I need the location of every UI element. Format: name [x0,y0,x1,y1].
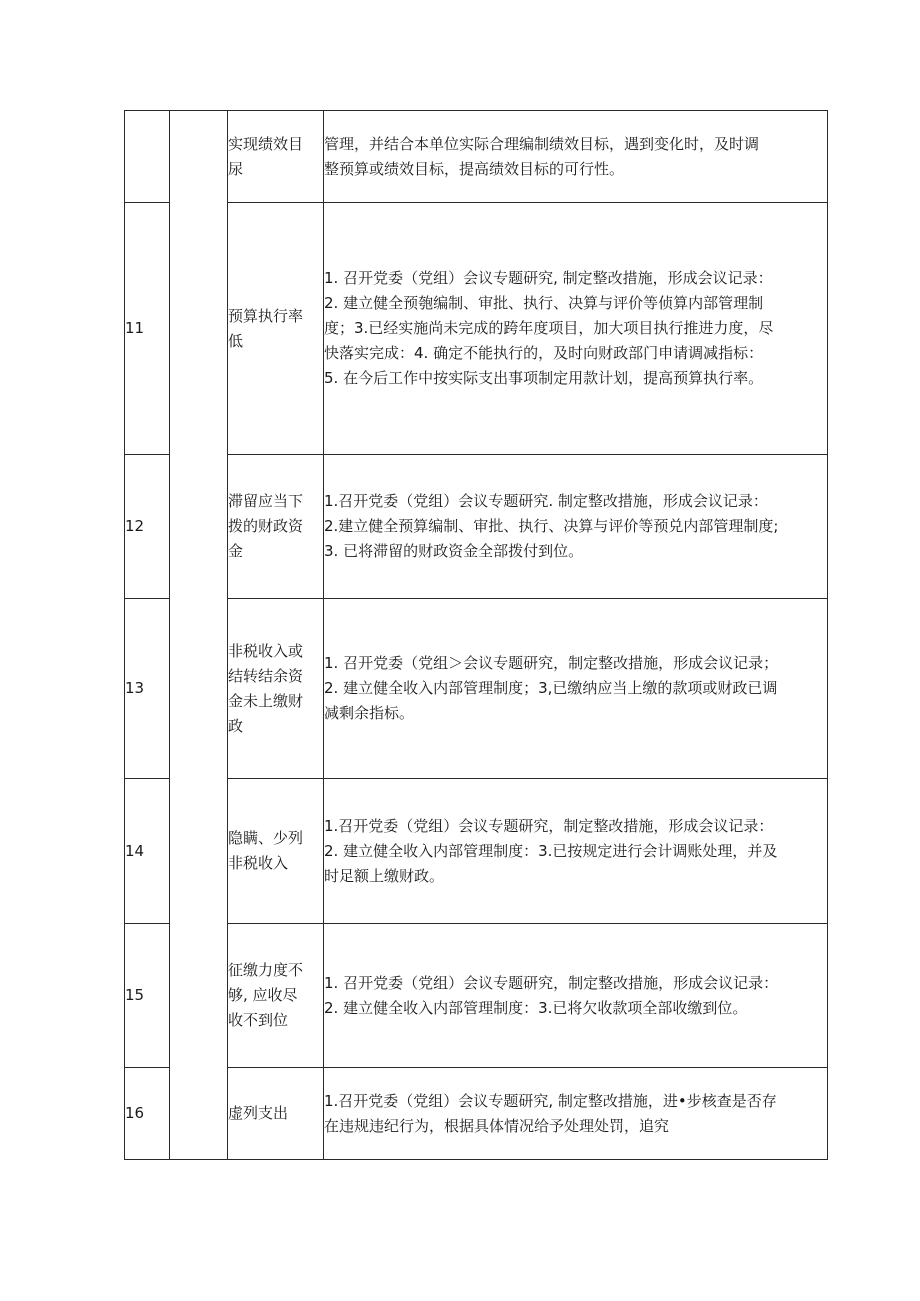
measure-line: 管理，并结合本单位实际合理编制绩效目标，遇到变化时，及时调 [324,134,760,153]
row-number [125,111,170,203]
table-row [125,924,828,1068]
measure-line: 2.建立健全预算编制、审批、执行、决算与评价等预兑内部管理制度; [324,517,779,535]
issue-line: 够, 应收尽 [228,986,298,1004]
measure-cell [324,455,828,599]
issue-line: 金 [228,542,244,560]
measure-cell [324,779,828,924]
measure-line: 1. 召开党委（党组）会议专题研究, 制定整改措施，形成会议记录： [324,269,773,287]
measure-line: 时足额上缴财政。 [324,866,445,885]
measure-line: 度；3.已经实施尚未完成的跨年度项目，加大项目执行推进力度，尽 [324,319,774,337]
issue-cell [228,203,324,455]
row-number: 13 [125,599,170,779]
measure-cell [324,1068,828,1160]
table-row [125,599,828,779]
measure-line: 2. 建立健全收入内部管理制度；3,已缴纳应当上缴的款项或财政已调 [324,679,778,697]
row-number: 16 [125,1068,170,1160]
issue-line: 政 [228,716,244,735]
rectification-table [124,110,828,1160]
measure-line: 1. 召开党委（党组）会议专题研究，制定整改措施，形成会议记录： [324,973,779,992]
issue-line: 虚列支出 [228,1104,289,1122]
measure-line: 1.召开党委（党组）会议专题研究, 制定整改措施，进•步核查是否存 [324,1091,777,1110]
issue-line: 收不到位 [228,1011,289,1029]
measure-line: 5. 在今后工作中按实际支出事项制定用款计划，提高预算执行率。 [324,369,764,387]
measure-line: 快落实完成：4. 确定不能执行的，及时向财政部门申请调减指标： [324,344,764,362]
category-cell [170,111,228,1160]
measure-cell [324,203,828,455]
issue-line: 预算执行率 [228,306,304,325]
row-number: 14 [125,779,170,924]
issue-line: 实现绩效目 [228,134,304,153]
issue-line: 尿 [228,159,244,178]
issue-line: 滞留应当下 [228,492,304,510]
issue-cell [228,1068,324,1160]
table-row [125,779,828,924]
table-row [125,1068,828,1160]
issue-line: 低 [228,331,244,350]
issue-line: 非税收入或 [228,641,304,660]
measure-line: 1.召开党委（党组）会议专题研究. 制定整改措施，形成会议记录： [324,492,768,510]
measure-line: 减剩余指标。 [324,704,415,722]
measure-line: 1.召开党委（党组）会议专题研究，制定整改措施，形成会议记录： [324,816,774,835]
row-number: 12 [125,455,170,599]
issue-line: 金未上缴财 [228,691,304,710]
issue-line: 非税收入 [228,854,289,872]
issue-cell [228,924,324,1068]
table-row [125,455,828,599]
measure-cell [324,924,828,1068]
measure-cell [324,111,828,203]
measure-line: 整预算或绩效目标，提高绩效目标的可行性。 [324,159,625,178]
issue-line: 征缴力度不 [228,961,304,979]
issue-cell [228,111,324,203]
measure-line: 1. 召开党委（党组＞会议专题研究，制定整改措施，形成会议记录； [324,654,779,672]
measure-line: 在违规违纪行为，根据具体情况给予处理处罚，追究 [324,1116,670,1135]
row-number: 11 [125,203,170,455]
measure-line: 3. 已将滞留的财政资金全部拨付到位。 [324,542,584,560]
issue-cell [228,599,324,779]
measure-cell [324,599,828,779]
table-row [125,203,828,455]
issue-cell [228,779,324,924]
row-number: 15 [125,924,170,1068]
issue-line: 结转结余资 [228,666,304,685]
measure-line: 2. 建立健全收入内部管理制度：3.已将欠收款项全部收缴到位。 [324,998,748,1017]
issue-line: 拨的财政资 [228,517,304,535]
table-row [125,111,828,203]
issue-line: 隐瞒、少列 [228,829,304,847]
issue-cell [228,455,324,599]
measure-line: 2. 建立健全收入内部管理制度：3.已按规定进行会计调账处理，并及 [324,841,778,860]
measure-line: 2. 建立健全预匏编制、审批、执行、决算与评价等侦算内部管理制 [324,294,764,312]
